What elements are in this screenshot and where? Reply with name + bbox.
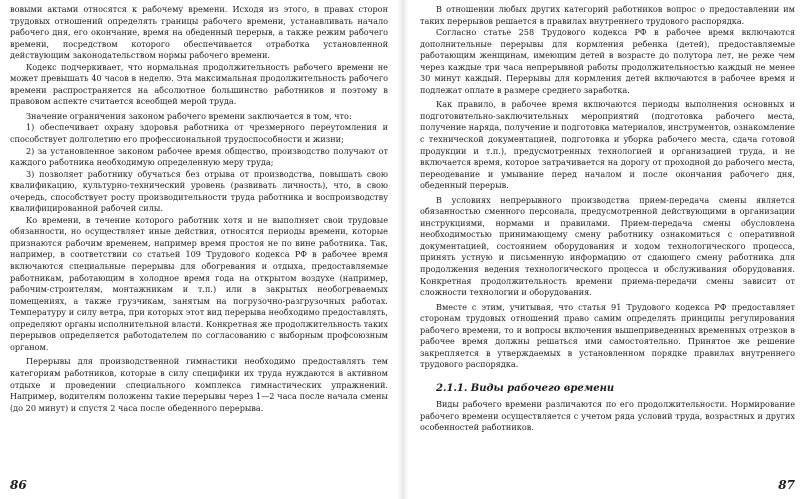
paragraph: Вместе с этим, учитывая, что статья 91 Трудового кодекса РФ предоставляет сторонам трудовых отношений право самим определять принципы регулирования рабочего времени, то и вопросы включения вышеприведенных временных отрезков в рабочее время должны решаться ими самостоятельно. Принятое же решение закрепляется в утверждаемых в установленном порядке правилах внутреннего трудового распорядка. [420,301,795,370]
paragraph: В условиях непрерывного производства прием-передача смены является обязанностью сменного персонала, предусмотренной действующими в организации инструкциями, нормами и правилами. Прием-передача смены обусловлена необходимостью принимающему смену работнику ознакомиться с оперативной документацией, состоянием оборудования и ходом технологического процесса, принять устную и письменную информацию от сдающего смену работника для продолжения ведения технологического процесса и обслуживания оборудования. Конкретная продолжительность времени приема-передачи смены зависит от сложности технологии и оборудования. [420,194,795,298]
left-page [10,4,388,494]
paragraph: Как правило, в рабочее время включаются периоды выполнения основных и подготовительно-заключительных мероприятий (подготовка рабочего места, получение наряда, получение и подготовка материалов, инструментов, ознакомление с технической документацией, подготовка и уборка рабочего места, сдача готовой продукции и т.п.), предусмотренных технологией и организацией труда, и не включается время, которое затрачивается на дорогу от проходной до рабочего места, переодевание и умывание перед началом и после окончания рабочего дня, обеденный перерыв. [420,99,795,191]
paragraph: В отношении любых других категорий работников вопрос о предоставлении им таких перерывов решается в правилах внутреннего трудового распорядка. [420,4,795,26]
paragraph: Значение ограничения законом рабочего времени заключается в том, что: [26,110,352,121]
paragraph: вовыми актами относятся к рабочему времени. Исходя из этого, в правах сторон трудовых отношений определять границы рабочего времени, устанавливать начало рабочего дня, его окончание, время на обеденный перерыв, а также режим рабочего времени, посредством которого обеспечивается отработка установленной действующим законодательством нормы рабочего времени. [10,4,388,61]
list-item: 1) обеспечивает охрану здоровья работника от чрезмерного переутомления и способствует долголетию его профессиональной трудоспособности и жизни; [10,122,388,145]
paragraph: Виды рабочего времени различаются по его продолжительности. Нормирование рабочего времени осуществляется с учетом ряда условий труда, возрастных и других особенностей работников. [420,398,795,433]
right-page [420,4,795,494]
paragraph: Ко времени, в течение которого работник хотя и не выполняет свои трудовые обязанности, но осуществляет иные действия, относятся периоды времени, которые признаются рабочим временем, например время простоя не по вине работника. Так, например, в соответствии со статьей 109 Трудового кодекса РФ в рабочее время включаются специальные перерывы для обогревания и отдыха, предоставляемые работникам, работающим в холодное время года на открытом воздухе (например, рабочим-строителям, монтажникам и т.п.) или в закрытых необогреваемых помещениях, а также грузчикам, занятым на погрузочно-разгрузочных работах. Температуру и силу ветра, при которых этот вид перерыва необходимо предоставлять, определяют органы исполнительной власти. Конкретная же продолжительность таких перерывов определяется работодателем по согласованию с выборным профсоюзным органом. [10,214,389,352]
list-item: 3) позволяет работнику обучаться без отрыва от производства, повышать свою квалификацию, культурно-технический уровень (развивать личность), что, в свою очередь, способствует росту производительности труда работника и воспроизводству квалифицированной рабочей силы. [10,168,388,214]
right-page-text [420,4,795,434]
page-number: 86 [10,478,27,492]
section-heading: 2.1.1. Виды рабочего времени [436,382,615,394]
book-gutter [397,0,409,499]
left-page-text [10,4,388,414]
list-item: 2) за установленное законом рабочее время общество, производство получают от каждого работника необходимую определенную меру труда; [10,145,388,168]
page-number: 87 [778,478,795,492]
paragraph: Кодекс подчеркивает, что нормальная продолжительность рабочего времени не может превышать 40 часов в неделю. Эта максимальная продолжительность рабочего времени распространяется на абсолютное большинство работников и поэтому в правовом аспекте считается всеобщей мерой труда. [10,61,388,107]
paragraph: Перерывы для производственной гимнастики необходимо предоставлять тем категориям работников, которые в силу специфики их труда нуждаются в активном отдыхе и проведении специального комплекса гимнастических упражнений. Например, водителям положены такие перерывы через 1—2 часа после начала смены (до 20 минут) и спустя 2 часа после обеденного перерыва. [10,356,388,413]
paragraph: Согласно статье 258 Трудового кодекса РФ в рабочее время включаются дополнительные перерывы для кормления ребенка (детей), предоставляемые работающим женщинам, имеющим детей в возрасте до полутора лет, не реже чем через каждые три часа непрерывной работы продолжительностью каждый не менее 30 минут каждый. Перерывы для кормления детей включаются в рабочее время и подлежат оплате в размере среднего заработка. [420,27,795,95]
